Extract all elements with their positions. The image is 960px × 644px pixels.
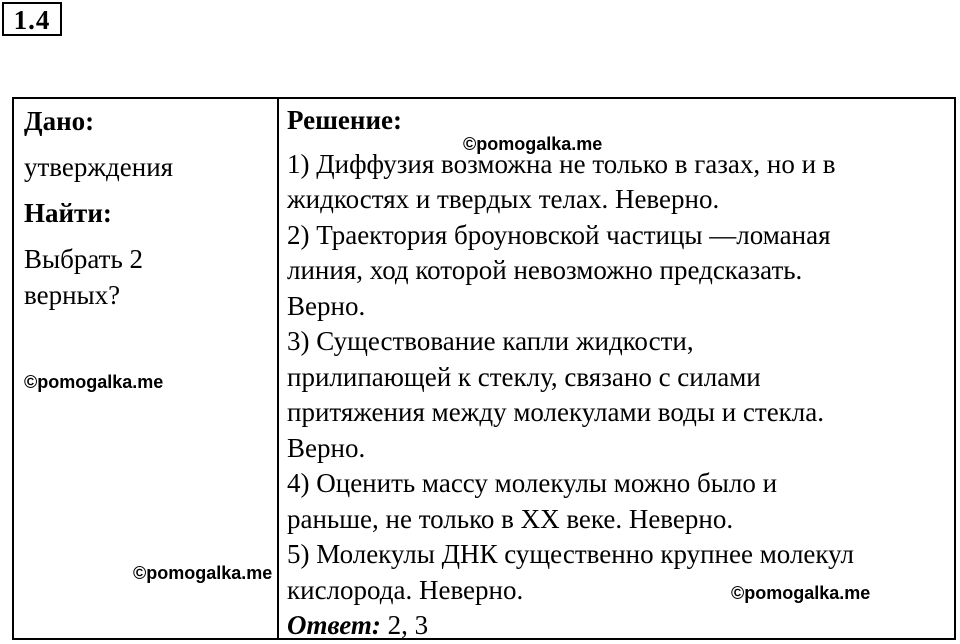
column-divider — [277, 99, 279, 638]
find-line-1: Выбрать 2 — [24, 244, 144, 274]
solution-line: 2) Траектория броуновской частицы —ломаная — [287, 219, 831, 250]
find-heading: Найти: — [24, 198, 112, 228]
answer-line — [287, 608, 952, 644]
solution-line: линия, ход которой невозможно предсказать. — [287, 255, 803, 285]
solution-line: 3) Существование капли жидкости, — [287, 326, 694, 356]
solution-line: жидкостях и твердых телах. Неверно. — [287, 184, 720, 214]
watermark: ©pomogalka.me — [463, 134, 603, 154]
solution-table — [12, 97, 956, 640]
solution-line: раньше, не только в XX веке. Неверно. — [287, 503, 734, 534]
solution-line: Верно. — [287, 432, 366, 463]
given-heading: Дано: — [24, 106, 95, 136]
solution-line: Верно. — [287, 290, 366, 321]
solution-column — [287, 103, 952, 644]
answer-label: Ответ: — [287, 610, 381, 640]
watermark: ©pomogalka.me — [24, 372, 164, 392]
answer-value: 2, 3 — [380, 610, 429, 640]
given-column — [24, 103, 269, 313]
solution-line: кислорода. Неверно. — [287, 574, 524, 605]
solution-line: притяжения между молекулами воды и стекла. — [287, 397, 825, 427]
solution-line: 1) Диффузия возможна не только в газах, но и в — [287, 148, 836, 179]
solution-line: 4) Оценить массу молекулы можно было и — [287, 468, 778, 498]
solution-line: прилипающей к стеклу, связано с силами — [287, 361, 761, 392]
task-number: 1.4 — [2, 2, 62, 36]
solution-line: 5) Молекулы ДНК существенно крупнее молекул — [287, 539, 854, 569]
find-line-2: верных? — [24, 280, 121, 310]
watermark: ©pomogalka.me — [133, 563, 273, 583]
given-value: утверждения — [24, 152, 174, 182]
watermark: ©pomogalka.me — [731, 583, 871, 603]
solution-heading: Решение: — [287, 105, 402, 135]
